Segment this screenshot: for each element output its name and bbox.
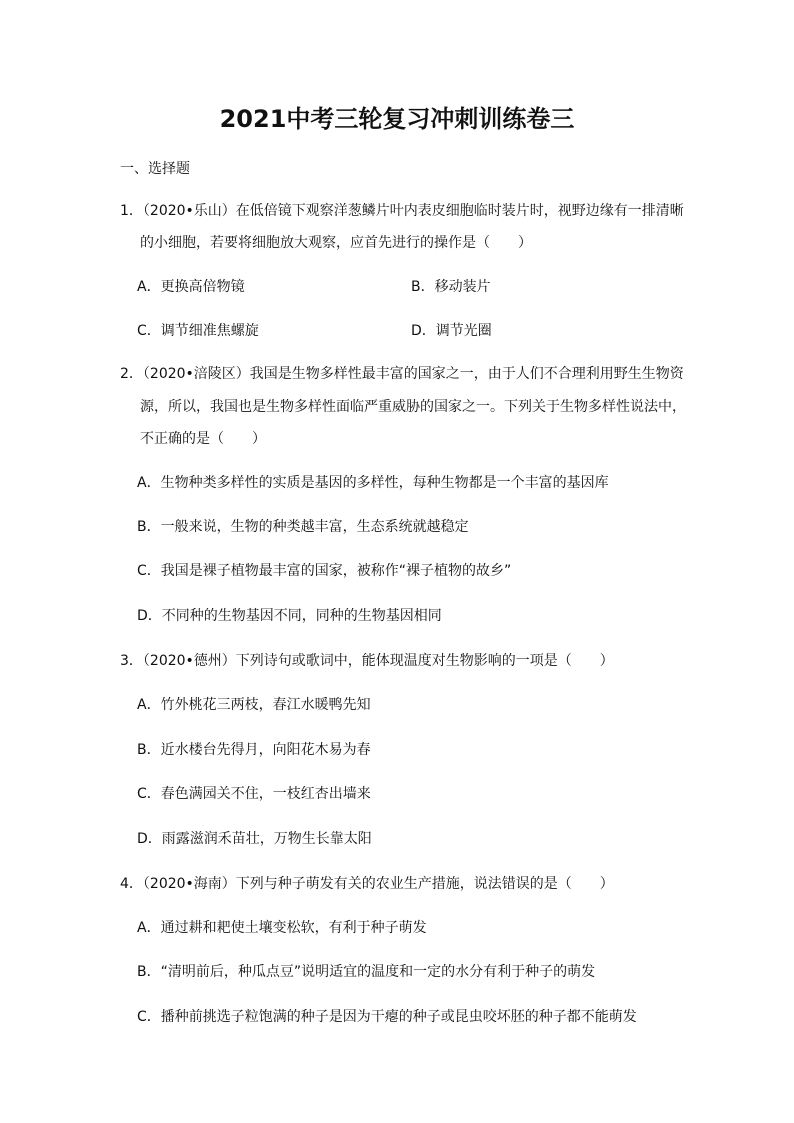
question-4-option-a: A．通过耕和耙使土壤变松软，有利于种子萌发	[137, 920, 427, 936]
question-2-option-a: A．生物种类多样性的实质是基因的多样性，每种生物都是一个丰富的基因库	[137, 475, 609, 491]
section-heading: 一、选择题	[120, 161, 190, 177]
question-1-line-1: 1．（2020•乐山）在低倍镜下观察洋葱鳞片叶内表皮细胞临时装片时，视野边缘有一排清晰	[120, 203, 684, 219]
question-3-line-1: 3．（2020•德州）下列诗句或歌词中，能体现温度对生物影响的一项是（ ）	[120, 653, 614, 669]
question-2-option-c: C．我国是裸子植物最丰富的国家，被称作“裸子植物的故乡”	[137, 563, 512, 579]
question-1-option-c: C．调节细准焦螺旋	[137, 323, 259, 339]
page-title: 2021中考三轮复习冲刺训练卷三	[219, 105, 575, 133]
question-2-option-d: D．不同种的生物基因不同，同种的生物基因相同	[137, 608, 442, 624]
question-3-option-c: C．春色满园关不住，一枝红杏出墙来	[137, 786, 371, 802]
question-2-line-1: 2．（2020•涪陵区）我国是生物多样性最丰富的国家之一，由于人们不合理利用野生生物资	[120, 366, 684, 382]
question-2-line-2: 源，所以，我国也是生物多样性面临严重威胁的国家之一。下列关于生物多样性说法中，	[140, 399, 686, 415]
question-1-line-2: 的小细胞，若要将细胞放大观察，应首先进行的操作是（ ）	[140, 235, 532, 251]
question-2-option-b: B．一般来说，生物的种类越丰富，生态系统就越稳定	[137, 519, 469, 535]
question-4-option-b: B．“清明前后，种瓜点豆”说明适宜的温度和一定的水分有利于种子的萌发	[137, 964, 596, 980]
question-3-option-d: D．雨露滋润禾苗壮，万物生长靠太阳	[137, 831, 372, 847]
question-2-line-3: 不正确的是（ ）	[140, 431, 266, 447]
question-1-option-a: A．更换高倍物镜	[137, 279, 245, 295]
question-3-option-b: B．近水楼台先得月，向阳花木易为春	[137, 742, 371, 758]
question-4-line-1: 4．（2020•海南）下列与种子萌发有关的农业生产措施，说法错误的是（ ）	[120, 876, 614, 892]
question-1-option-b: B．移动装片	[411, 279, 491, 295]
question-1-option-d: D．调节光圈	[411, 323, 492, 339]
question-3-option-a: A．竹外桃花三两枝，春江水暖鸭先知	[137, 697, 371, 713]
question-4-option-c: C．播种前挑选子粒饱满的种子是因为干瘪的种子或昆虫咬坏胚的种子都不能萌发	[137, 1009, 637, 1025]
